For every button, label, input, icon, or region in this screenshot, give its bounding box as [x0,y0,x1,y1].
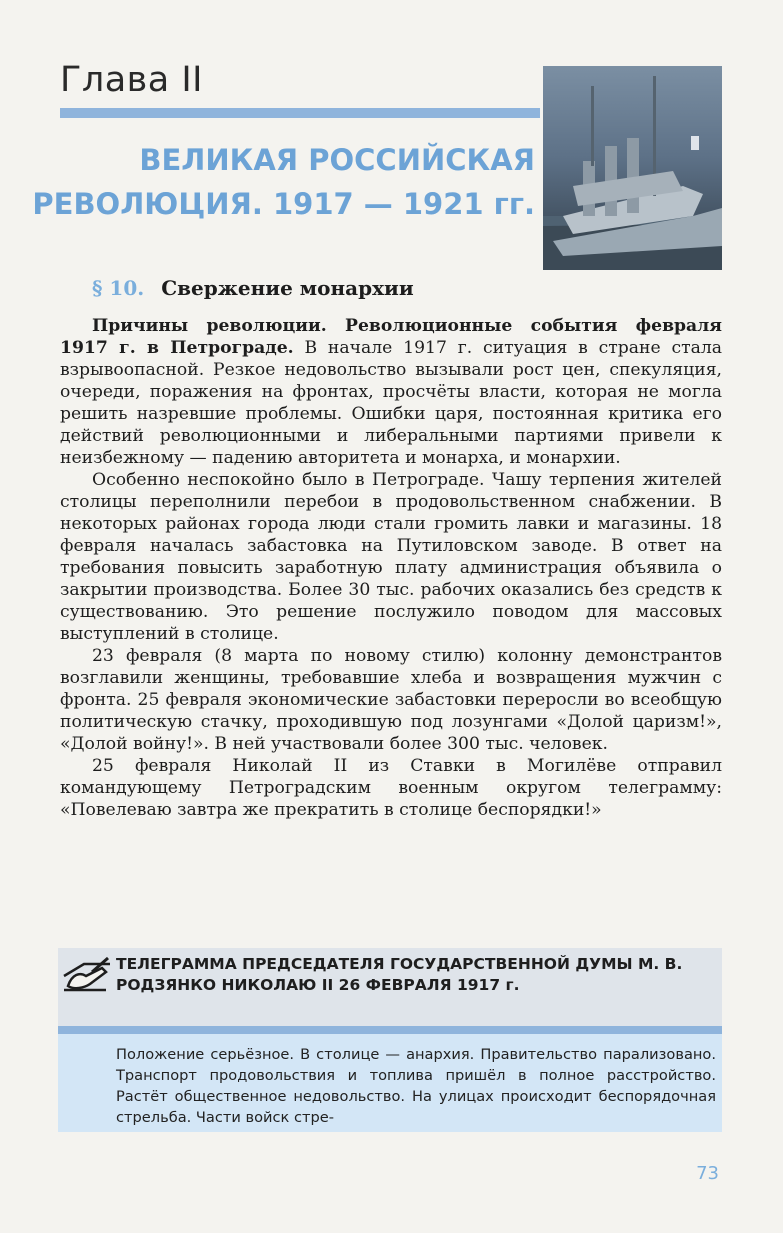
section-title: Свержение монархии [161,276,414,300]
section-heading [92,276,414,300]
document-header [58,948,722,1026]
paragraph-text: 23 февраля (8 марта по новому стилю) колонну демонстрантов возглавили женщины, требовавшие хлеба и возвращения мужчин с фронта. 25 февраля экономические забастовки переросли во всеобщую политическую стачку, проходившую под лозунгами «Долой царизм!», «Долой войну!». В ней участвовали более 300 тыс. человек. [60,646,722,754]
body-text [60,315,722,821]
chapter-title-line2: РЕВОЛЮЦИЯ. 1917 — 1921 гг. [32,187,535,221]
paragraph-text: 25 февраля Николай II из Ставки в Могилёве отправил командующему Петроградским военным округом телеграмму: «Повелеваю завтра же прекратить в столице беспорядки!» [60,756,722,820]
document-body [58,1034,722,1132]
paragraph [60,755,722,821]
paragraph-bold-lead: Причины революции. Революционные события февраля 1917 г. в Петрограде. [60,316,722,358]
paragraph-text: В начале 1917 г. ситуация в стране стала взрывоопасной. Резкое недовольство вызывали рост цен, спекуляция, очереди, поражения на фронтах, просчёты власти, которая не могла решить назревшие проблемы. Ошибки царя, постоянная критика его действий революционными и либеральными партиями привели к неизбежному — падению авторитета и монарха, и монархии. [60,338,722,468]
cruiser-photo-icon [543,66,722,270]
document-text: Положение серьёзное. В столице — анархия. Правительство парализовано. Транспорт продовольствия и топлива пришёл в полное расстройство. Растёт общественное недовольство. На улицах происходит беспорядочная стрельба. Части войск стре- [116,1046,716,1126]
page-number: 73 [696,1163,719,1184]
section-number: § 10. [92,276,145,300]
writing-hand-icon [62,954,112,998]
chapter-label: Глава II [60,60,204,100]
paragraph [60,469,722,645]
chapter-rule [60,108,540,118]
document-title: ТЕЛЕГРАММА ПРЕДСЕДАТЕЛЯ ГОСУДАРСТВЕННОЙ ДУМЫ М. В. РОДЗЯНКО НИКОЛАЮ II 26 ФЕВРАЛЯ 1917 г. [116,955,683,994]
paragraph [60,315,722,469]
paragraph [60,645,722,755]
chapter-title [32,138,535,226]
paragraph-text: Особенно неспокойно было в Петрограде. Чашу терпения жителей столицы переполнили перебои в продовольственном снабжении. В некоторых районах города люди стали громить лавки и магазины. 18 февраля началась забастовка на Путиловском заводе. В ответ на требования повысить заработную плату администрация объявила о закрытии производства. Более 30 тыс. рабочих оказались без средств к существованию. Это решение послужило поводом для массовых выступлений в столице. [60,470,722,644]
document-rule [58,1026,722,1034]
chapter-title-line1: ВЕЛИКАЯ РОССИЙСКАЯ [139,143,535,177]
